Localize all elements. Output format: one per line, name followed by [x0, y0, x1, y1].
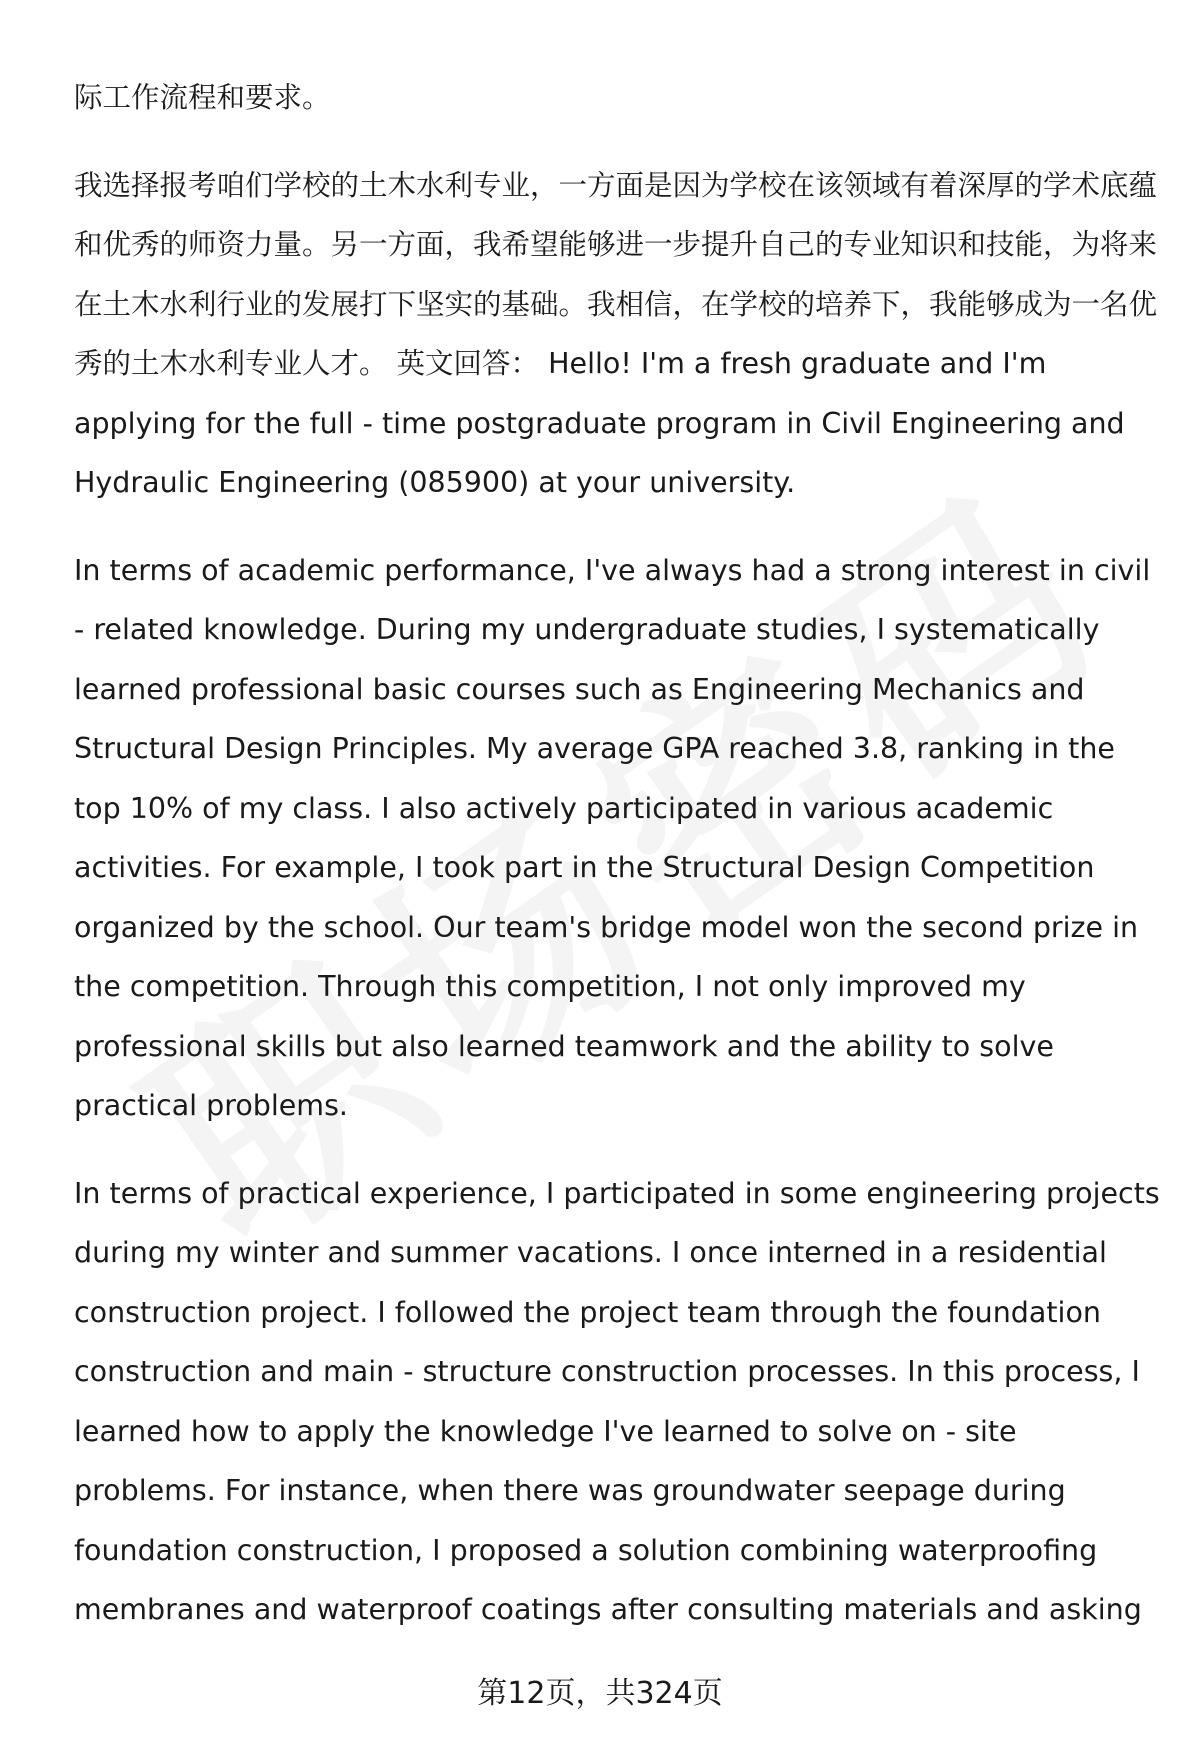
paragraph-1: 际工作流程和要求。 — [74, 81, 331, 114]
document-body — [74, 68, 1164, 1640]
paragraph-4: In terms of practical experience, I participated in some engineering projects during my winter and summer vacations. I once interned in a residential construction project. I followed the project team through the foundation construction and main - structure construction processes. In this process, I learned how to apply the knowledge I've learned to solve on - site problems. For instance, when there was groundwater seepage during foundation construction, I proposed a solution combining waterproofing membranes and waterproof coatings after consulting materials and asking — [74, 1176, 1160, 1626]
page-number: 第12页，共324页 — [477, 1676, 723, 1711]
paragraph-3: In terms of academic performance, I've always had a strong interest in civil - related knowledge. During my undergraduate studies, I systematically learned professional basic courses such as Engineering Mechanics and Structural Design Principles. My average GPA reached 3.8, ranking in the top 10% of my class. I also actively participated in various academic activities. For example, I took part in the Structural Design Competition organized by the school. Our team's bridge model won the second prize in the competition. Through this competition, I not only improved my professional skills but also learned teamwork and the ability to solve practical problems. — [74, 553, 1151, 1122]
paragraph-2: 我选择报考咱们学校的土木水利专业，一方面是因为学校在该领域有着深厚的学术底蕴和优秀的师资力量。另一方面，我希望能够进一步提升自己的专业知识和技能，为将来在土木水利行业的发展打下坚实的基础。我相信，在学校的培养下，我能够成为一名优秀的土木水利专业人才。 英文回答： Hello! I'm a fresh graduate and I'm applying for the full - time postgraduate program in Civil Engineering and Hydraulic Engineering (085900) at your university. — [74, 168, 1158, 499]
